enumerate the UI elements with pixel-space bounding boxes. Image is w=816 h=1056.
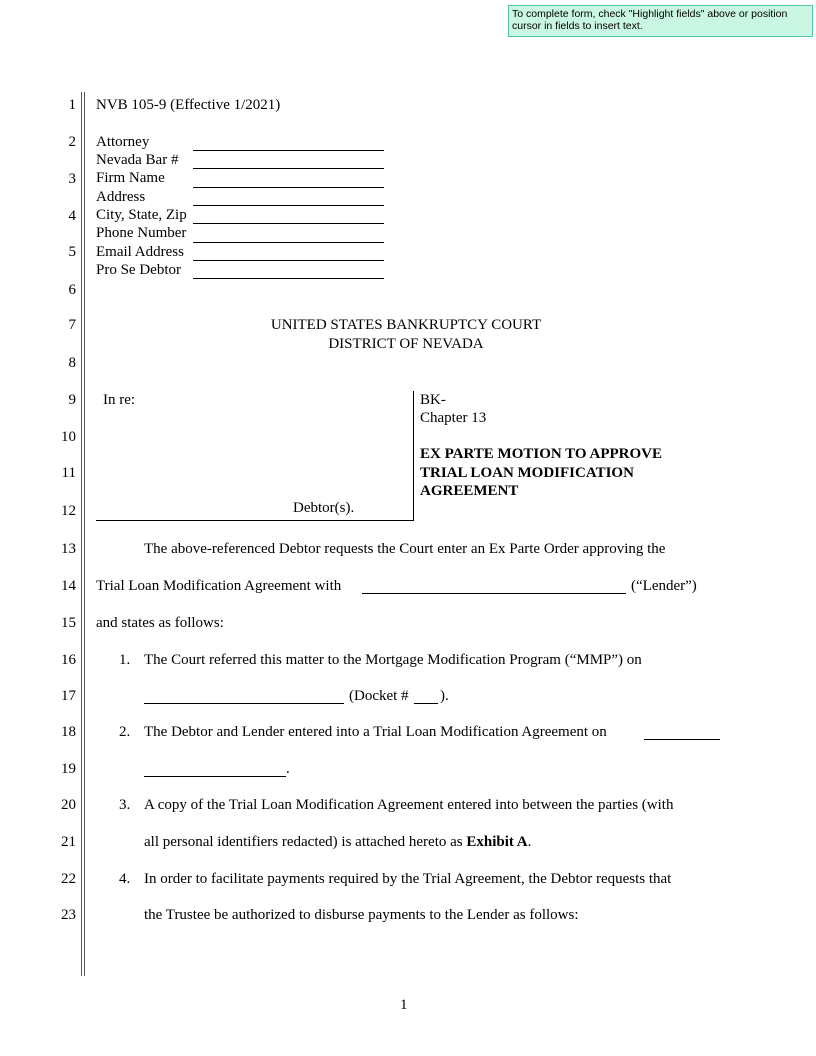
line-number: 6: [68, 282, 76, 298]
line-number: 10: [61, 429, 76, 445]
item-2-number: 2.: [119, 724, 131, 740]
lender-label: (“Lender”): [631, 578, 697, 594]
bar-label: Nevada Bar #: [96, 152, 179, 168]
intro-line-2: Trial Loan Modification Agreement with: [96, 578, 342, 594]
pro-se-label: Pro Se Debtor: [96, 262, 181, 278]
bar-field[interactable]: [193, 168, 384, 169]
exhibit-label: Exhibit A: [466, 834, 528, 850]
line-number: 19: [61, 761, 76, 777]
item-4-number: 4.: [119, 871, 131, 887]
attorney-field[interactable]: [193, 150, 384, 151]
line-number: 5: [68, 244, 76, 260]
item-1-text: The Court referred this matter to the Mortgage Modification Program (“MMP”) on: [144, 652, 642, 668]
line-number: 9: [68, 392, 76, 408]
intro-line-3: and states as follows:: [96, 615, 224, 631]
line-number: 16: [61, 652, 76, 668]
line-number: 15: [61, 615, 76, 631]
docket-number-field[interactable]: [414, 703, 438, 704]
line-number: 14: [61, 578, 76, 594]
line-number: 8: [68, 355, 76, 371]
item-4-text-1: In order to facilitate payments required by the Trial Agreement, the Debtor requests that: [144, 871, 672, 887]
caption-divider: [413, 391, 414, 521]
docket-close: ).: [440, 688, 449, 704]
line-number: 21: [61, 834, 76, 850]
court-district: DISTRICT OF NEVADA: [328, 336, 484, 352]
intro-line-1: The above-referenced Debtor requests the Court enter an Ex Parte Order approving the: [144, 541, 666, 557]
firm-field[interactable]: [193, 187, 384, 188]
docket-label: (Docket #: [349, 688, 409, 704]
agreement-date-field-1[interactable]: [644, 739, 720, 740]
item-3-text-1: A copy of the Trial Loan Modification Agreement entered into between the parties (with: [144, 797, 674, 813]
line-number: 11: [61, 465, 76, 481]
agreement-date-field-2[interactable]: [144, 776, 286, 777]
line-number: 12: [61, 503, 76, 519]
email-field[interactable]: [193, 260, 384, 261]
page-number: 1: [400, 997, 408, 1013]
address-field[interactable]: [193, 205, 384, 206]
line-number: 22: [61, 871, 76, 887]
line-number: 4: [68, 208, 76, 224]
chapter-label: Chapter 13: [420, 410, 487, 426]
motion-title-1: EX PARTE MOTION TO APPROVE: [420, 446, 662, 462]
debtor-label: Debtor(s).: [293, 500, 355, 516]
item-3-text-2a: all personal identifiers redacted) is attached hereto as: [144, 834, 463, 850]
margin-rule-left: [81, 92, 82, 976]
item-3-number: 3.: [119, 797, 131, 813]
line-number: 18: [61, 724, 76, 740]
lender-name-field[interactable]: [362, 593, 626, 594]
line-number: 13: [61, 541, 76, 557]
address-label: Address: [96, 189, 146, 205]
item-3-text-2: [144, 834, 531, 851]
case-number-field[interactable]: BK-: [420, 392, 446, 408]
line-number: 7: [68, 317, 76, 333]
email-label: Email Address: [96, 244, 184, 260]
caption-bottom-rule: [96, 520, 413, 521]
attorney-label: Attorney: [96, 134, 150, 150]
in-re-label: In re:: [103, 392, 136, 408]
line-number: 23: [61, 907, 76, 923]
motion-title-2: TRIAL LOAN MODIFICATION: [420, 465, 634, 481]
item-3-end: .: [527, 834, 532, 850]
item-1-number: 1.: [119, 652, 131, 668]
line-number: 2: [68, 134, 76, 150]
phone-field[interactable]: [193, 242, 384, 243]
court-name: UNITED STATES BANKRUPTCY COURT: [270, 317, 542, 333]
city-field[interactable]: [193, 223, 384, 224]
form-number: NVB 105-9 (Effective 1/2021): [96, 97, 281, 113]
item-4-text-2: the Trustee be authorized to disburse payments to the Lender as follows:: [144, 907, 579, 923]
firm-label: Firm Name: [96, 170, 165, 186]
item-2-text: The Debtor and Lender entered into a Trial Loan Modification Agreement on: [144, 724, 607, 740]
mmp-date-field[interactable]: [144, 703, 344, 704]
city-label: City, State, Zip: [96, 207, 187, 223]
item-2-period: .: [286, 761, 290, 777]
line-number: 3: [68, 171, 76, 187]
phone-label: Phone Number: [96, 225, 187, 241]
line-number: 17: [61, 688, 76, 704]
line-number: 20: [61, 797, 76, 813]
motion-title-3: AGREEMENT: [420, 483, 519, 499]
pro-se-field[interactable]: [193, 278, 384, 279]
form-instructions-notice: To complete form, check "Highlight fields" above or position cursor in fields to insert text.: [508, 5, 813, 37]
line-number: 1: [68, 97, 76, 113]
margin-rule-right: [84, 92, 85, 976]
